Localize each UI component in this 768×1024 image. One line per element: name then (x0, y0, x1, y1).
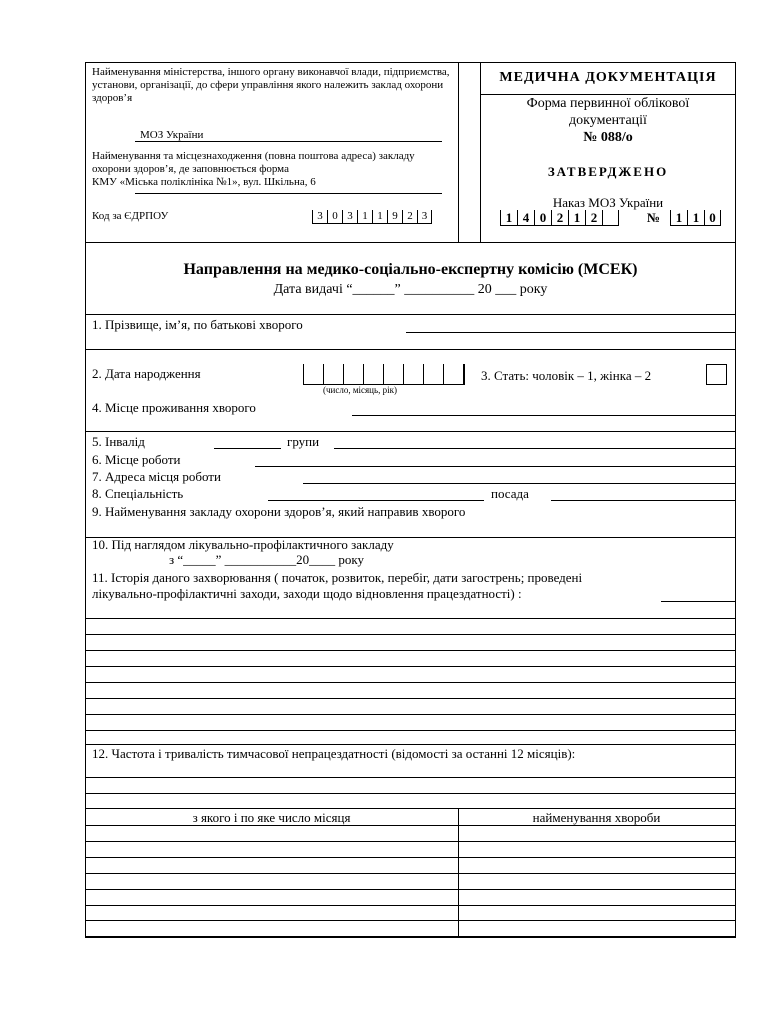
field-11-label-2: лікувально-профілактичні заходи, заходи щодо відновлення працездатності) : (92, 586, 522, 601)
edrpou-label: Код за ЄДРПОУ (92, 210, 169, 222)
edrpou-digit: 3 (417, 210, 432, 224)
form-number: № 088/о (583, 130, 633, 145)
order-date-digit (602, 210, 619, 226)
field-2-label: 2. Дата народження (92, 366, 201, 381)
doc-type: МЕДИЧНА ДОКУМЕНТАЦІЯ (499, 70, 717, 85)
field-8-input[interactable] (268, 500, 484, 501)
table-header-disease: найменування хвороби (532, 810, 661, 825)
edrpou-digit: 1 (357, 210, 372, 224)
field-12-label: 12. Частота і тривалість тимчасової непрацездатності (відомості за останні 12 місяців): (92, 746, 576, 761)
edrpou-digit: 0 (327, 210, 342, 224)
order-date-digit: 1 (568, 210, 585, 226)
field-8-label: 8. Спеціальність (92, 486, 184, 501)
order-label: Наказ МОЗ України (552, 195, 664, 210)
field-11-label-1: 11. Історія даного захворювання ( початок, розвиток, перебіг, дати загострень; проведені (92, 570, 583, 585)
frame-left (85, 62, 86, 937)
order-date-digit: 4 (517, 210, 534, 226)
frame-bottom (85, 936, 736, 938)
edrpou-code (312, 210, 432, 224)
field-5-input[interactable] (214, 448, 281, 449)
order-no-digit: 0 (704, 210, 721, 226)
facility-label: Найменування та місцезнаходження (повна поштова адреса) закладу охорони здоров’я, де заповнюється форма (92, 150, 415, 175)
edrpou-digit: 3 (342, 210, 357, 224)
ministry-label: Найменування міністерства, іншого органу виконавчої влади, підприємства, установи, організації, до сфери управління якого належить заклад охорони здоров’я (92, 66, 450, 104)
birth-date-boxes[interactable] (303, 364, 465, 385)
field-8-position-label: посада (491, 486, 529, 501)
form-line-1: Форма первинної облікової (526, 96, 690, 111)
facility-value: КМУ «Міська поліклініка №1», вул. Шкільна, 6 (92, 176, 316, 188)
edrpou-digit: 2 (402, 210, 417, 224)
ministry-value: МОЗ України (140, 129, 204, 141)
order-date-digit: 1 (500, 210, 517, 226)
sex-checkbox[interactable] (706, 364, 727, 385)
field-1-input[interactable] (406, 332, 735, 333)
approved-label: ЗАТВЕРДЖЕНО (547, 164, 669, 179)
order-date-digit: 2 (585, 210, 602, 226)
edrpou-digit: 9 (387, 210, 402, 224)
field-7-label: 7. Адреса місця роботи (92, 469, 221, 484)
field-4-label: 4. Місце проживання хворого (92, 400, 256, 415)
field-5-suffix: групи (287, 434, 320, 449)
field-3-label: 3. Стать: чоловік – 1, жінка – 2 (481, 368, 652, 383)
order-date-digit: 2 (551, 210, 568, 226)
field-8-position-input[interactable] (551, 500, 735, 501)
birth-date-hint: (число, місяць, рік) (323, 385, 397, 395)
frame-right (735, 62, 736, 937)
frame-top (85, 62, 736, 63)
field-10-label: 10. Під наглядом лікувально-профілактичного закладу (92, 537, 394, 552)
field-5-input-2[interactable] (334, 448, 735, 449)
field-6-input[interactable] (255, 466, 735, 467)
order-number (670, 210, 721, 224)
field-4-input[interactable] (352, 415, 735, 416)
field-5-label: 5. Інвалід (92, 434, 145, 449)
order-no-digit: 1 (670, 210, 687, 226)
field-9-label: 9. Найменування закладу охорони здоров’я, який направив хворого (92, 504, 466, 519)
page-title: Направлення на медико-соціально-експертну комісію (МСЕК) (183, 261, 638, 278)
field-7-input[interactable] (303, 483, 735, 484)
order-no-digit: 1 (687, 210, 704, 226)
form-line-2: документації (569, 113, 647, 128)
field-10-date: з “_____” ___________20____ року (169, 552, 365, 567)
order-no-sign: № (647, 210, 661, 225)
table-header-period: з якого і по яке число місяця (192, 810, 351, 825)
edrpou-digit: 1 (372, 210, 387, 224)
issue-date: Дата видачі “______” __________ 20 ___ року (273, 282, 548, 297)
order-date-digit: 0 (534, 210, 551, 226)
field-1-label: 1. Прізвище, ім’я, по батькові хворого (92, 317, 303, 332)
edrpou-digit: 3 (312, 210, 327, 224)
field-11-input[interactable] (661, 601, 735, 602)
order-date (500, 210, 619, 224)
field-6-label: 6. Місце роботи (92, 452, 181, 467)
